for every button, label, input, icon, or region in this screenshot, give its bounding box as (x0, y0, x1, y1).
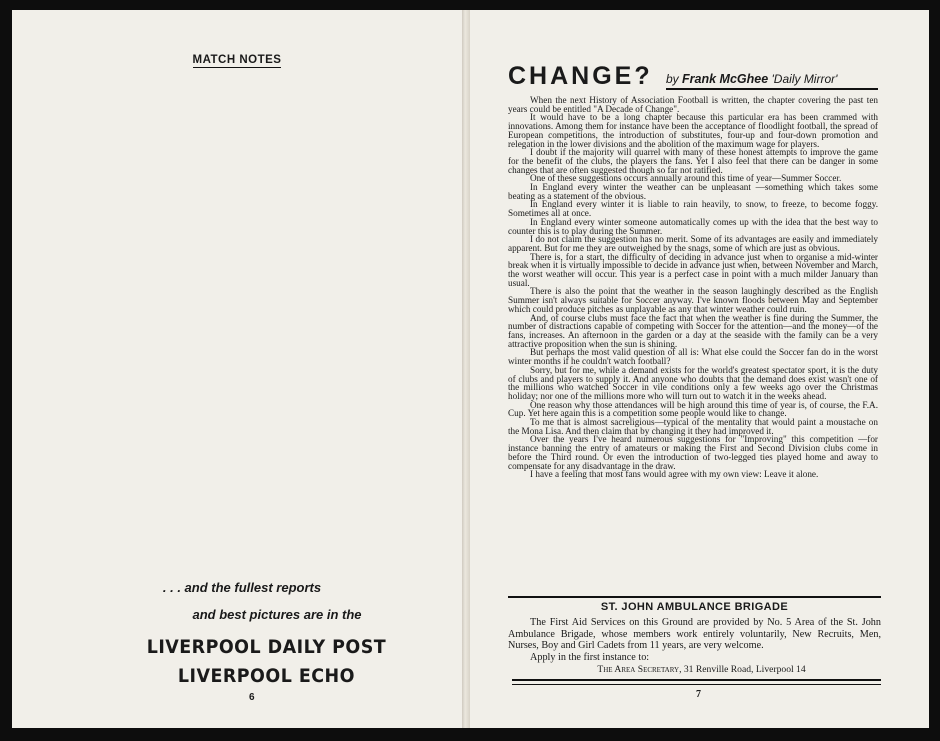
byline-publication: 'Daily Mirror' (771, 72, 838, 86)
sja-address (508, 664, 881, 675)
article-headline (508, 62, 883, 92)
article-paragraph: In England every winter someone automatically comes up with the idea that the best way to counter this is to play during the Summer. (508, 216, 878, 236)
byline-prefix: by (666, 72, 679, 86)
promo-line-2: and best pictures are in the (192, 607, 362, 622)
article-byline (666, 72, 837, 86)
sja-body-text: The First Aid Services on this Ground are provided by No. 5 Area of the St. John Ambulance Brigade, whose members work entirely voluntarily, New Recruits, Men, Nurses, Boy and Girl Cadets from 11 years, are very welcome. (508, 617, 881, 651)
article-paragraph: Over the years I've heard numerous suggestions for "Improving" this competition —for instance banning the entry of amateurs or making the First and Second Division clubs come in before the Third round. Or even the introduction of two-legged ties played home and away to compensate for any disadvantage in the draw. (508, 434, 878, 471)
article-body (508, 96, 878, 479)
promo-line-1: . . . and the fullest reports (162, 580, 322, 595)
article-paragraph: In England every winter it is liable to rain heavily, to snow, to freeze, to become foggy. Sometimes all at once. (508, 199, 878, 219)
left-page (12, 10, 462, 728)
byline-underline (666, 88, 878, 90)
newspaper-name-daily-post: LIVERPOOL DAILY POST (146, 636, 387, 658)
newspaper-name-echo: LIVERPOOL ECHO (177, 665, 355, 687)
page-number-left: 6 (249, 692, 255, 703)
article-paragraph: One of these suggestions occurs annually around this time of year—Summer Soccer. (530, 173, 842, 184)
article-paragraph: In England every winter the weather can be unpleasant —something which takes some beating as a statement of the obvious. (508, 182, 878, 201)
article-paragraph: I doubt if the majority will quarrel with many of these honest attempts to improve the game for the benefit of the clubs, the players the fans. Yet I also feel that there can be danger in some changes that are often suggested though so far not ratified. (508, 147, 878, 175)
book-gutter (462, 10, 470, 728)
article-paragraph: Sorry, but for me, while a demand exists for the world's greatest spectator sport, it is the duty of clubs and players to supply it. And anyone who doubts that the demand does exist wasn't one of the millions who watched Soccer in vile conditions only a few weeks ago over the Christmas holiday; nor one of the millions more who will turn out to watch it in the weeks ahead. (508, 364, 878, 401)
byline-author: Frank McGhee (682, 72, 769, 86)
article-paragraph: To me that is almost sacreligious—typical of the mentality that would paint a moustache on the Mona Lisa. And then claim that by changing it they had improved it. (508, 417, 878, 436)
article-paragraph: But perhaps the most valid question of all is: What else could the Soccer fan do in the worst winter months if he couldn't watch football? (508, 347, 878, 367)
article-paragraph: I do not claim the suggestion has no merit. Some of its advantages are easily and immediately apparent. But for me they are outweighed by the snags, some of which are just as obvious. (508, 234, 878, 253)
article-paragraph: One reason why those attendances will be high around this time of year is, of course, the F.A. Cup. Yet here again this is a competition some people would like to change. (508, 399, 878, 419)
article-paragraph: When the next History of Association Football is written, the chapter covering the past ten years could be entitled "A Decade of Change". (508, 95, 878, 114)
article-paragraph: There is, for a start, the difficulty of deciding in advance just when to organise a mid-winter break when it is virtually impossible to decide in advance just when, between November and March, the worst weather will occur. This year is a perfect case in point with a much milder January than usual. (508, 251, 878, 288)
article-paragraph: I have a feeling that most fans would agree with my own view: Leave it alone. (530, 469, 819, 480)
divider-rule (512, 679, 881, 681)
page-number-right: 7 (696, 689, 701, 700)
sja-address-line: 31 Renville Road, Liverpool 14 (683, 664, 806, 675)
match-notes-heading (12, 54, 462, 66)
sja-notice (508, 617, 881, 663)
article-paragraph: There is also the point that the weather in the season laughingly described as the English Summer isn't always suitable for Soccer anyway. I've known floods between May and September which could produce pitches as unplayable as any that winter weather could ruin. (508, 286, 878, 314)
sja-title: ST. JOHN AMBULANCE BRIGADE (600, 601, 789, 613)
sja-apply-text: Apply in the first instance to: (530, 651, 650, 663)
article-paragraph: It would have to be a long chapter because this particular era has been crammed with innovations. Among them for instance have been the acceptance of floodlight football, the spread of European competitions, the introduction of substitutes, four-up and four-down promotion and relegation in the lower divisions and the abolition of the maximum wage for players. (508, 112, 878, 149)
article-title: CHANGE? (508, 62, 653, 90)
divider-rule (508, 596, 881, 598)
right-page (470, 10, 929, 728)
article-paragraph: And, of course clubs must face the fact that when the weather is fine during the Summer, the number of distractions capable of competing with Soccer for the attention—and the money—of the fans, increases. An afternoon in the garden or a day at the seaside with the family can be a very attractive proposition when the sun is shining. (508, 312, 878, 349)
sja-addressee: The Area Secretary, (597, 664, 682, 675)
match-notes-heading-text: MATCH NOTES (192, 54, 282, 66)
divider-rule (512, 684, 881, 685)
